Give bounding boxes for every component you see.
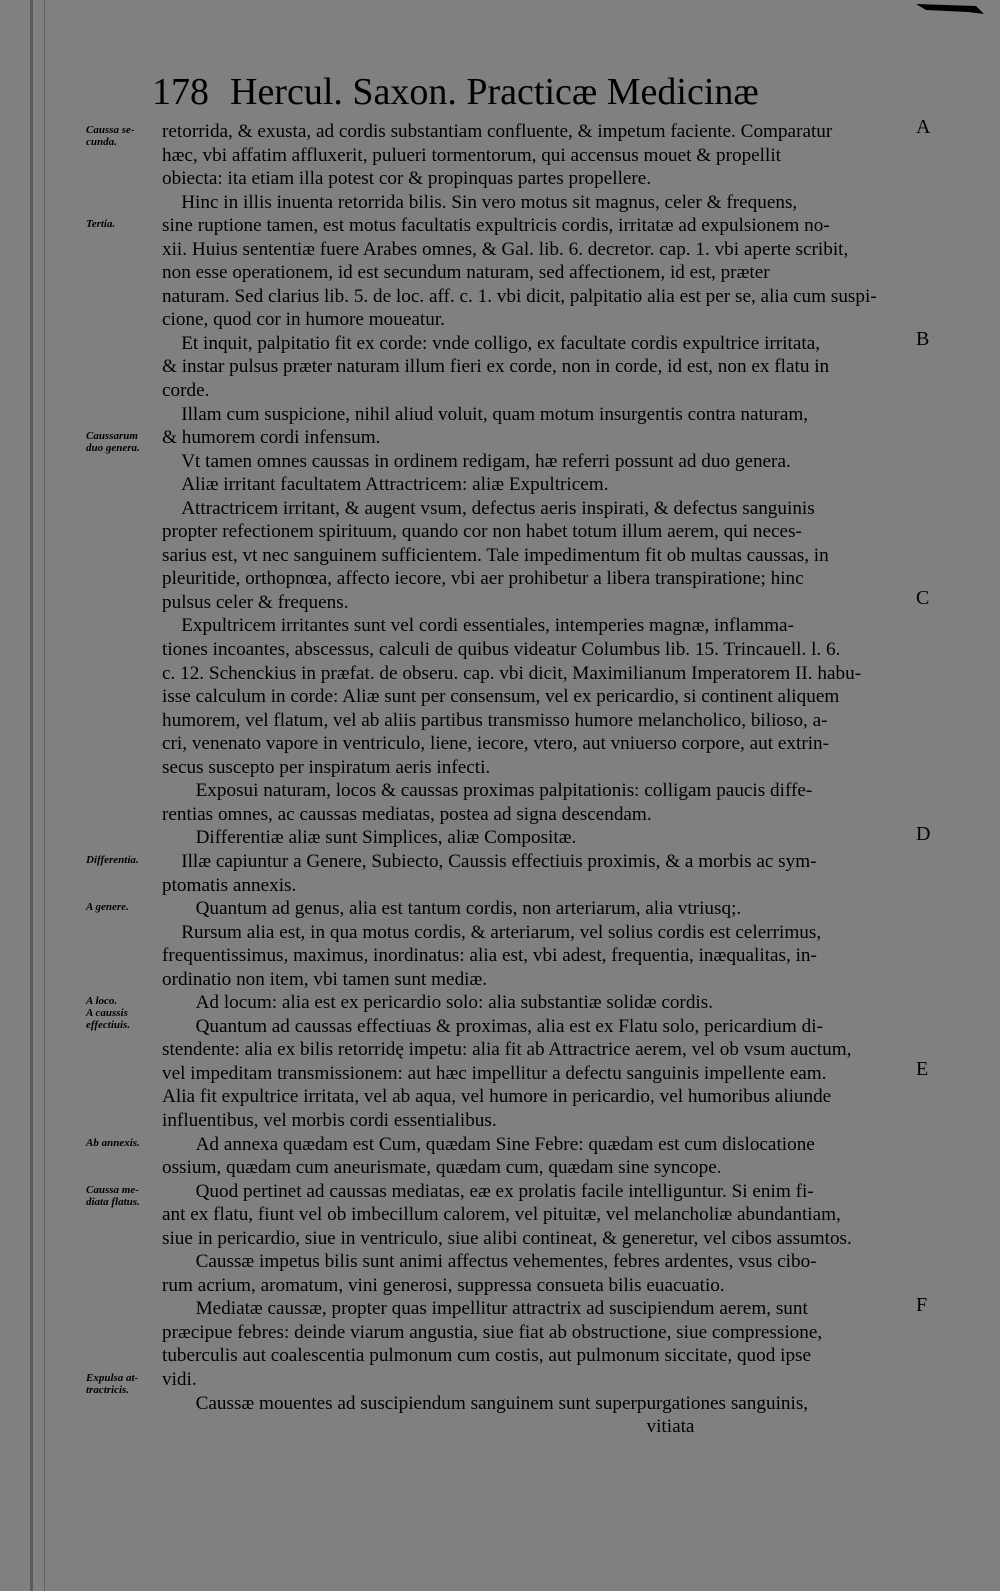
text-line: retorrida, & exusta, ad cordis substantiam confluente, & impetum faciente. Comparatur [162, 121, 833, 142]
text-line: hæc, vbi affatim affluxerit, pulueri tormentorum, qui accensus mouet & propellit [162, 144, 782, 166]
text-line: siue in pericardio, siue in ventriculo, siue alibi contineat, & generetur, vel cibos assumtos. [162, 1227, 852, 1249]
text-line: stendente: alia ex bilis retorridę impetu: alia fit ab Attractrice aerem, vel ob vsum auctum, [162, 1039, 852, 1061]
text-line: Alia fit expultrice irritata, vel ab aqua, vel humore in pericardio, vel humoribus aliunde [162, 1086, 832, 1108]
text-line: Hinc in illis inuenta retorrida bilis. Sin vero motus sit magnus, celer & frequens, [162, 191, 798, 213]
text-line: Rursum alia est, in qua motus cordis, & arteriarum, vel solius cordis est celerrimus, [162, 921, 822, 943]
text-line: Caussæ mouentes ad suscipiendum sanguinem sunt superpurgationes sanguinis, [162, 1392, 809, 1414]
page-header [152, 72, 759, 112]
running-title: Hercul. Saxon. Practicæ Medicinæ [230, 71, 759, 113]
text-line: naturam. Sed clarius lib. 5. de loc. aff. c. 1. vbi dicit, palpitatio alia est per se, alia cum suspi- [162, 285, 877, 307]
text-line: cri, venenato vapore in ventriculo, liene, iecore, vtero, aut vniuerso corpore, aut extrin- [162, 733, 830, 755]
text-line: ptomatis annexis. [162, 874, 297, 896]
margin-note: A loco. A caussis effectiuis. [86, 995, 131, 1032]
text-line: ordinatio non item, vbi tamen sunt mediæ. [162, 968, 488, 990]
text-line: vitiata [162, 1416, 695, 1438]
text-line: Mediatæ caussæ, propter quas impellitur attractrix ad suscipiendum aerem, sunt [162, 1298, 808, 1320]
margin-note: Caussarum duo genera. [86, 430, 140, 455]
text-line: vidi. [162, 1368, 197, 1390]
margin-note: Tertia. [86, 218, 116, 231]
text-line: Quod pertinet ad caussas mediatas, eæ ex prolatis facile intelliguntur. Si enim fi- [162, 1180, 814, 1202]
text-line: secus suscepto per inspiratum aeris infecti. [162, 756, 491, 778]
text-line: Expultricem irritantes sunt vel cordi essentiales, intemperies magnæ, inflamma- [162, 615, 794, 637]
page-edge-shadow [30, 0, 33, 1591]
text-line: rum acrium, aromatum, vini generosi, suppressa consueta bilis euacuatio. [162, 1274, 725, 1296]
page-number: 178 [152, 71, 209, 113]
text-line: propter refectionem spirituum, quando cor non habet totum illum aerem, qui neces- [162, 521, 802, 543]
section-letter: B [916, 327, 930, 350]
text-line: pleuritide, orthopnœa, affecto iecore, vbi aer prohibetur a libera transpiratione; hinc [162, 568, 804, 590]
section-letter: F [916, 1293, 928, 1316]
margin-note: Differentia. [86, 854, 139, 867]
margin-note: Expulsa at- tractricis. [86, 1372, 139, 1397]
text-line: Ad annexa quædam est Cum, quædam Sine Febre: quædam est cum dislocatione [162, 1133, 815, 1155]
margin-note: Caussa me- diata flatus. [86, 1183, 140, 1208]
text-line: pulsus celer & frequens. [162, 591, 349, 613]
section-letter: C [916, 587, 930, 609]
text-line: xii. Huius sententiæ fuere Arabes omnes, & Gal. lib. 6. decretor. cap. 1. vbi aperte scribit, [162, 238, 849, 260]
text-line: Caussæ impetus bilis sunt animi affectus vehementes, febres ardentes, vsus cibo- [162, 1251, 817, 1273]
text-line: Illam cum suspicione, nihil aliud voluit, quam motum insurgentis contra naturam, [162, 403, 809, 425]
page-corner-ink-mark [916, 2, 986, 24]
body-text [162, 120, 922, 1439]
text-line: rentias omnes, ac caussas mediatas, postea ad signa descendam. [162, 803, 652, 825]
text-line: Et inquit, palpitatio fit ex corde: vnde colligo, ex facultate cordis expultrice irritata, [162, 332, 821, 354]
text-line: & instar pulsus præter naturam illum fieri ex corde, non in corde, id est, non ex flatu in [162, 356, 830, 378]
text-line: & humorem cordi infensum. [162, 427, 381, 449]
section-letter: D [916, 822, 931, 845]
section-letter: A [916, 116, 931, 138]
text-line: Aliæ irritant facultatem Attractricem: aliæ Expultricem. [162, 474, 609, 496]
text-line: tiones incoantes, abscessus, calculi de quibus videatur Columbus lib. 15. Trincauell. l. 6. [162, 639, 841, 661]
text-line: Quantum ad caussas effectiuas & proximas, alia est ex Flatu solo, pericardium di- [162, 1015, 823, 1037]
text-line: sine ruptione tamen, est motus facultatis expultricis cordis, irritatæ ad expulsionem no- [162, 215, 830, 237]
text-line: humorem, vel flatum, vel ab aliis partibus transmisso humore melancholico, bilioso, a- [162, 709, 828, 731]
text-line: sarius est, vt nec sanguinem sufficientem. Tale impedimentum fit ob multas caussas, in [162, 544, 829, 566]
text-line: ant ex flatu, fiunt vel ob imbecillum calorem, vel pituitæ, vel melancholiæ abundantiam, [162, 1204, 841, 1226]
text-line: Differentiæ aliæ sunt Simplices, aliæ Compositæ. [162, 827, 577, 849]
text-line: præcipue febres: deinde viarum angustia, siue fiat ab obstructione, siue compressione, [162, 1321, 823, 1343]
margin-note: A genere. [86, 901, 129, 914]
text-line: Exposui naturam, locos & caussas proximas palpitationis: colligam paucis diffe- [162, 780, 813, 802]
text-line: obiecta: ita etiam illa potest cor & propinquas partes propellere. [162, 168, 652, 190]
text-line: ossium, quædam cum aneurismate, quædam cum, quædam sine syncope. [162, 1157, 722, 1179]
section-letter: E [916, 1058, 929, 1080]
text-line: c. 12. Schenckius in præfat. de obseru. cap. vbi dicit, Maximilianum Imperatorem II. habu- [162, 662, 862, 684]
text-line: Ad locum: alia est ex pericardio solo: alia substantiæ solidæ cordis. [162, 992, 714, 1014]
margin-note: Ab annexis. [86, 1136, 140, 1149]
text-line: isse calculum in corde: Aliæ sunt per consensum, vel ex pericardio, si continent aliquem [162, 686, 840, 708]
text-line: Illæ capiuntur a Genere, Subiecto, Caussis effectiuis proximis, & a morbis ac sym- [162, 850, 817, 872]
text-line: cione, quod cor in humore moueatur. [162, 309, 445, 331]
page-edge-line [44, 0, 45, 1591]
text-line: frequentissimus, maximus, inordinatus: alia est, vbi adest, frequentia, inæqualitas, in- [162, 945, 817, 967]
text-line: vel impeditam transmissionem: aut hæc impellitur a defectu sanguinis impellente eam. [162, 1062, 827, 1084]
text-line: tuberculis aut coalescentia pulmonum cum costis, aut pulmonum siccitate, quod ipse [162, 1345, 812, 1367]
text-line: influentibus, vel morbis cordi essentialibus. [162, 1109, 497, 1131]
text-line: Quantum ad genus, alia est tantum cordis, non arteriarum, alia vtriusq;. [162, 898, 742, 920]
text-line: Attractricem irritant, & augent vsum, defectus aeris inspirati, & defectus sanguinis [162, 497, 815, 519]
text-line: Vt tamen omnes caussas in ordinem redigam, hæ referri possunt ad duo genera. [162, 450, 791, 472]
margin-note: Caussa se- cunda. [86, 124, 135, 148]
text-line: corde. [162, 380, 210, 402]
text-line: non esse operationem, id est secundum naturam, sed affectionem, id est, præter [162, 262, 770, 284]
